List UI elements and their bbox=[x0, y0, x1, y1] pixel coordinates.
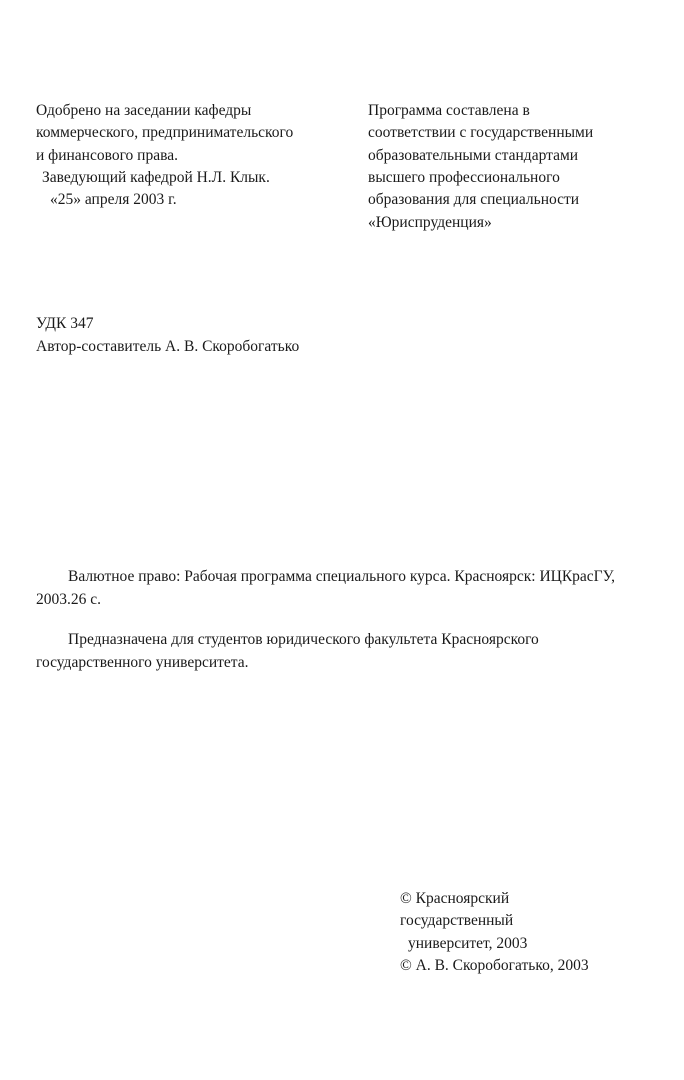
author-line: Автор-составитель А. В. Скоробогатько bbox=[36, 337, 300, 355]
standards-line-1: Программа составлена в bbox=[368, 102, 530, 119]
standards-line-2: соответствии с государственными bbox=[368, 124, 594, 142]
annotation-block bbox=[36, 565, 648, 674]
approval-line-5: «25» апреля 2003 г. bbox=[50, 191, 177, 209]
copyright-line-2: государственный bbox=[400, 912, 514, 930]
approval-block bbox=[36, 100, 336, 212]
audience-paragraph: Предназначена для студентов юридического факультета Красноярского государственного университета. bbox=[36, 630, 539, 671]
copyright-line-4: © А. В. Скоробогатько, 2003 bbox=[400, 957, 589, 975]
copyright-line-3: университет, 2003 bbox=[408, 934, 528, 952]
standards-line-6: «Юриспруденция» bbox=[368, 213, 492, 231]
approval-line-3: и финансового права. bbox=[36, 146, 178, 164]
standards-line-5: образования для специальности bbox=[368, 191, 580, 209]
udk-code: УДК 347 bbox=[36, 315, 94, 332]
udk-block bbox=[36, 313, 456, 359]
standards-line-4: высшего профессионального bbox=[368, 168, 560, 186]
approval-line-1: Одобрено на заседании кафедры bbox=[36, 102, 252, 119]
standards-line-3: образовательными стандартами bbox=[368, 146, 579, 164]
approval-line-2: коммерческого, предпринимательского bbox=[36, 124, 294, 142]
standards-block bbox=[368, 100, 638, 234]
approval-line-4: Заведующий кафедрой Н.Л. Клык. bbox=[42, 168, 270, 186]
citation-paragraph: Валютное право: Рабочая программа специального курса. Красноярск: ИЦКрасГУ, 2003.26 с. bbox=[36, 568, 615, 609]
copyright-line-1: © Красноярский bbox=[400, 890, 510, 907]
copyright-block bbox=[400, 888, 660, 978]
